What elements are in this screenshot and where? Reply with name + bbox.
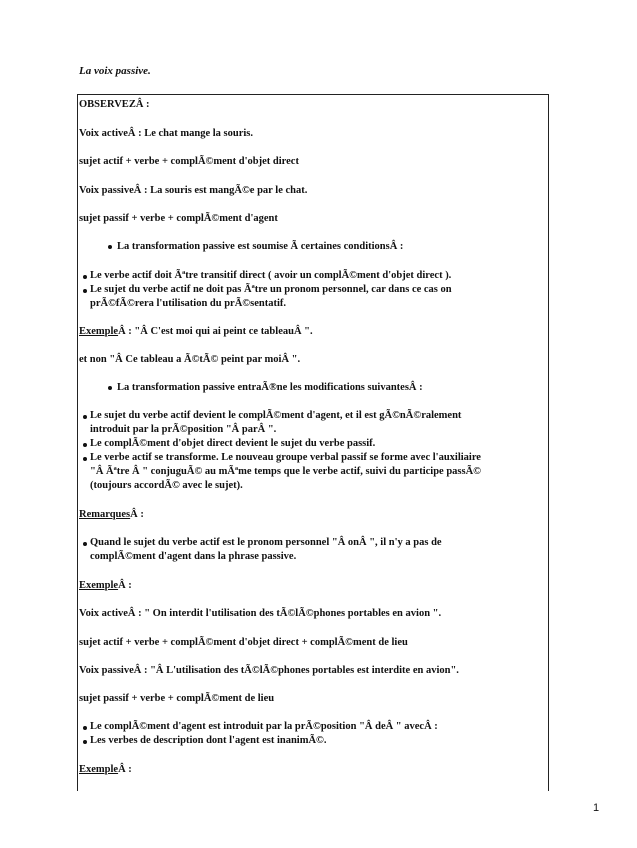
- modification-item-continuation: (toujours accordÃ© avec le sujet).: [90, 480, 243, 491]
- bullet-icon: [108, 386, 112, 390]
- voix-active-example: Voix activeÂ : Le chat mange la souris.: [79, 128, 254, 139]
- exemple-label: Exemple: [79, 764, 119, 775]
- bullet-icon: [83, 289, 87, 293]
- exemple-suffix: Â :: [118, 580, 132, 591]
- remarques-label: Remarques: [79, 509, 131, 520]
- structure-passive: sujet passif + verbe + complÃ©ment d'agent: [79, 213, 278, 224]
- bullet-icon: [83, 457, 87, 461]
- structure-active: sujet actif + verbe + complÃ©ment d'objet direct: [79, 156, 299, 167]
- page-number: 1: [593, 802, 600, 814]
- exemple-label: Exemple: [79, 580, 119, 591]
- exemple-line-1: [79, 325, 313, 338]
- et-non-line: et non "Â Ce tableau a Ã©tÃ© peint par moiÂ ".: [79, 354, 301, 365]
- agent-item: Le complÃ©ment d'agent est introduit par la prÃ©position "Â deÂ " avecÂ :: [90, 721, 438, 732]
- bullet-icon: [83, 740, 87, 744]
- exemple-line-3: [79, 763, 132, 776]
- modification-item: Le complÃ©ment d'objet direct devient le sujet du verbe passif.: [90, 438, 376, 449]
- bullet-icon: [83, 443, 87, 447]
- structure-passive-2: sujet passif + verbe + complÃ©ment de lieu: [79, 693, 275, 704]
- voix-passive-example-2: Voix passiveÂ : "Â L'utilisation des tÃ©lÃ©phones portables est interdite en avion".: [79, 665, 459, 676]
- remarques-heading: [79, 508, 144, 521]
- condition-item: Le verbe actif doit Ãªtre transitif direct ( avoir un complÃ©ment d'objet direct ).: [90, 270, 452, 281]
- modification-item: Le sujet du verbe actif devient le complÃ©ment d'agent, et il est gÃ©nÃ©ralement: [90, 410, 462, 421]
- remarque-item: Quand le sujet du verbe actif est le pronom personnel "Â onÂ ", il n'y a pas de: [90, 537, 442, 548]
- condition-item: Le sujet du verbe actif ne doit pas Ãªtre un pronom personnel, car dans ce cas on: [90, 284, 452, 295]
- modification-item: Le verbe actif se transforme. Le nouveau groupe verbal passif se forme avec l'auxiliaire: [90, 452, 481, 463]
- modification-item-continuation: "Â Ãªtre Â " conjuguÃ© au mÃªme temps que le verbe actif, suivi du participe passÃ©: [90, 466, 482, 477]
- condition-item-continuation: prÃ©fÃ©rera l'utilisation du prÃ©sentatif.: [90, 298, 287, 309]
- observez-heading: OBSERVEZÂ :: [79, 99, 150, 110]
- bullet-icon: [83, 275, 87, 279]
- bullet-icon: [83, 415, 87, 419]
- modifications-heading: La transformation passive entraÃ®ne les modifications suivantesÂ :: [117, 382, 423, 393]
- voix-passive-example: Voix passiveÂ : La souris est mangÃ©e par le chat.: [79, 185, 308, 196]
- exemple-text: Â : "Â C'est moi qui ai peint ce tableauÂ ".: [118, 326, 313, 337]
- conditions-heading: La transformation passive est soumise Ã certaines conditionsÂ :: [117, 241, 404, 252]
- remarque-item-continuation: complÃ©ment d'agent dans la phrase passive.: [90, 551, 297, 562]
- bullet-icon: [83, 542, 87, 546]
- exemple-suffix: Â :: [118, 764, 132, 775]
- agent-item: Les verbes de description dont l'agent est inanimÃ©.: [90, 735, 327, 746]
- structure-active-2: sujet actif + verbe + complÃ©ment d'objet direct + complÃ©ment de lieu: [79, 637, 408, 648]
- bullet-icon: [83, 726, 87, 730]
- modification-item-continuation: introduit par la prÃ©position "Â parÂ ".: [90, 424, 277, 435]
- exemple-label: Exemple: [79, 326, 119, 337]
- exemple-line-2: [79, 579, 132, 592]
- bullet-icon: [108, 245, 112, 249]
- voix-active-example-2: Voix activeÂ : " On interdit l'utilisation des tÃ©lÃ©phones portables en avion ".: [79, 608, 442, 619]
- remarques-suffix: Â :: [130, 509, 144, 520]
- document-title: La voix passive.: [79, 65, 151, 77]
